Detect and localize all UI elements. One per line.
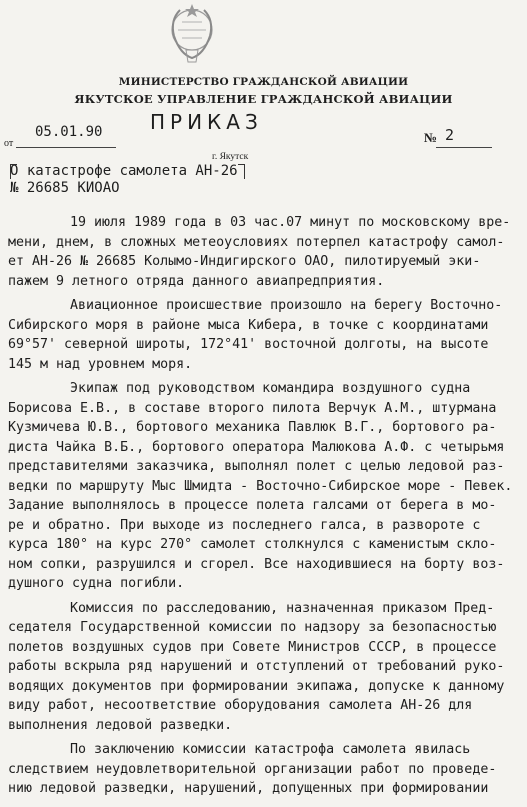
paragraph-line: Борисова Е.В., в составе второго пилота Верчук А.М., штурмана (8, 400, 497, 416)
document-title: ПРИКАЗ (150, 110, 263, 134)
paragraph-line: диста Чайка В.Б., бортового оператора Малюкова А.Ф. с четырьмя (8, 439, 505, 455)
paragraph-line: водящих документов при формировании экипажа, допуске к данному (8, 678, 505, 694)
paragraph-line: курса 180° на курс 270° самолет столкнулся с каменистым склo- (8, 537, 497, 552)
department-name: ЯКУТСКОЕ УПРАВЛЕНИЕ ГРАЖДАНСКОЙ АВИАЦИИ (74, 92, 453, 106)
paragraph-line: ном сопки, разрушился и сгорел. Все находившиеся на борту воз- (8, 556, 505, 572)
paragraph-line: Сибирского моря в районе мыса Кибера, в точке с координатами (8, 317, 489, 333)
paragraph (8, 599, 520, 736)
paragraph-line: душного судна погибли. (8, 576, 185, 591)
paragraph-line: работы вскрыла ряд нарушений и отступлений от требований руко- (8, 659, 505, 674)
paragraph-line: 145 м над уровнем моря. (8, 356, 193, 372)
paragraph-line: следствием неудовлетворительной организации работ по проведе- (8, 761, 497, 777)
paragraph-line: представителями заказчика, выполнял полет с целью ледовой раз- (8, 459, 505, 474)
ussr-emblem-icon (160, 0, 224, 68)
paragraph-line: мени, днем, в сложных метеоусловиях потерпел катастрофу самол- (8, 234, 505, 250)
paragraph (8, 740, 520, 799)
paragraph-line: седателя Государственной комиссии по надзору за безопасностью (8, 620, 497, 635)
subject-line-2: № 26685 КИОАО (10, 180, 120, 196)
subject-bracket-right (238, 164, 245, 179)
paragraph-line: пажем 9 летного отряда данного авиапредприятия. (8, 273, 385, 289)
document-body (8, 213, 520, 804)
number-underline (436, 147, 492, 148)
paragraph-line: Экипаж под руководством командира воздушного судна (70, 381, 471, 396)
paragraph-line: 69°57' северной широты, 172°41' восточной долготы, на высоте (8, 337, 489, 352)
number-label: № (424, 130, 438, 145)
paragraph (8, 296, 520, 374)
paragraph-line: 19 июля 1989 года в 03 час.07 минут по московскому вре- (70, 215, 511, 230)
order-date: 05.01.90 (35, 124, 103, 140)
paragraph-line: полетов воздушных судов при Совете Министров СССР, в процессе (8, 639, 497, 655)
paragraph (8, 213, 520, 291)
paragraph-line: По заключению комиссии катастрофа самолета явилась (70, 742, 471, 757)
paragraph (8, 379, 520, 594)
order-number: 2 (445, 126, 455, 144)
ministry-name: МИНИСТЕРСТВО ГРАЖДАНСКОЙ АВИАЦИИ (118, 76, 409, 88)
paragraph-line: нию ледовой разведки, нарушений, допущенных при формировании (8, 781, 489, 796)
paragraph-line: Комиссия по расследованию, назначенная приказом Пред- (70, 600, 495, 616)
date-underline (16, 147, 116, 148)
paragraph-line: Кузмичева Ю.В., бортового механика Павлюк В.Г., бортового ра- (8, 420, 497, 435)
paragraph-line: выполнения ледовой разведки. (8, 717, 233, 733)
paragraph-line: ведки по маршруту Мыс Шмидта - Восточно-Сибирское море - Певек. (8, 478, 513, 494)
city: г. Якутск (212, 152, 249, 162)
paragraph-line: ет АН-26 № 26685 Колымо-Индигирского ОАО, пилотируемый эки- (8, 254, 481, 269)
paragraph-line: ре и обратно. При выходе из последнего галса, в развороте с (8, 517, 481, 533)
subject-line-1: О катастрофе самолета АН-26 (10, 163, 238, 179)
paragraph-line: виду работ, несоответствие оборудования самолета АН-26 для (8, 698, 473, 713)
date-label: от (4, 138, 14, 149)
paragraph-line: Авиационное происшествие произошло на берегу Восточно- (70, 298, 503, 313)
paragraph-line: Задание выполнялось в процессе полета галсами от берега в мо- (8, 498, 497, 513)
